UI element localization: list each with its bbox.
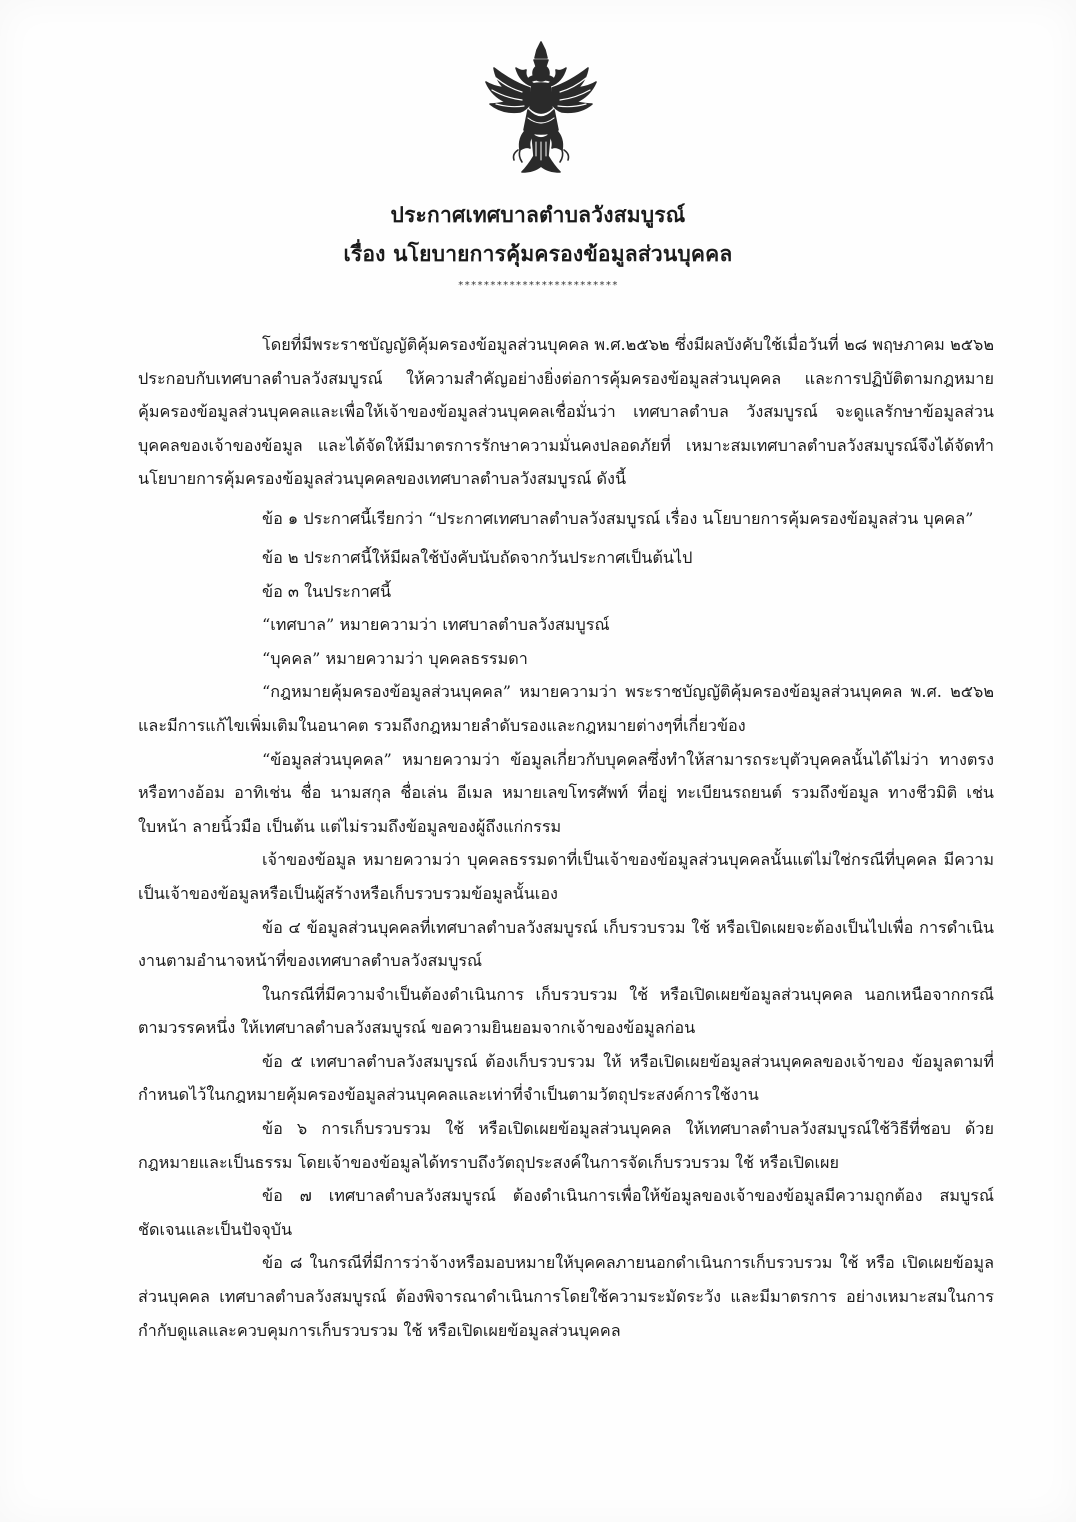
clause-2: ข้อ ๒ ประกาศนี้ให้มีผลใช้บังคับนับถัดจากวันประกาศเป็นต้นไป bbox=[262, 547, 693, 567]
announcement-subject-text: เรื่อง นโยบายการคุ้มครองข้อมูลส่วนบุคคล bbox=[343, 241, 733, 266]
clause-1: ข้อ ๑ ประกาศนี้เรียกว่า “ประกาศเทศบาลตำบลวังสมบูรณ์ เรื่อง นโยบายการคุ้มครองข้อมูลส่วน บุคคล” bbox=[262, 508, 974, 528]
announcement-subject bbox=[0, 238, 1076, 271]
clause-7: ข้อ ๗ เทศบาลตำบลวังสมบูรณ์ ต้องดำเนินการเพื่อให้ข้อมูลของเจ้าของข้อมูลมีความถูกต้อง สมบูรณ์ ชัดเจนและเป็นปัจจุบัน bbox=[138, 1186, 994, 1239]
definition-personal-data: “ข้อมูลส่วนบุคคล” หมายความว่า ข้อมูลเกี่ยวกับบุคคลซึ่งทำให้สามารถระบุตัวบุคคลนั้นได้ไม่ว่า ทางตรงหรือทางอ้อม อาทิเช่น ชื่อ นามสกุล ชื่อเล่น อีเมล หมายเลขโทรศัพท์ ที่อยู่ ทะเบียนรถยนต์ รวมถึงข้อมูล ทางชีวมิติ เช่น ใบหน้า ลายนิ้วมือ เป็นต้น แต่ไม่รวมถึงข้อมูลของผู้ถึงแก่กรรม bbox=[138, 749, 994, 836]
title-separator: ************************* bbox=[457, 280, 619, 291]
intro-paragraph: โดยที่มีพระราชบัญญัติคุ้มครองข้อมูลส่วนบุคคล พ.ศ.๒๕๖๒ ซึ่งมีผลบังคับใช้เมื่อวันที่ ๒๘ พฤษภาคม ๒๕๖๒ ประกอบกับเทศบาลตำบลวังสมบูรณ์ ให้ความสำคัญอย่างยิ่งต่อการคุ้มครองข้อมูลส่วนบุคคล และการปฏิบัติตามกฎหมายคุ้มครองข้อมูลส่วนบุคคลและเพื่อให้เจ้าของข้อมูลส่วนบุคคลเชื่อมั่นว่า เทศบาลตำบล วังสมบูรณ์ จะดูแลรักษาข้อมูลส่วนบุคคลของเจ้าของข้อมูล และได้จัดให้มีมาตรการรักษาความมั่นคงปลอดภัยที่ เหมาะสมเทศบาลตำบลวังสมบูรณ์จึงได้จัดทำนโยบายการคุ้มครองข้อมูลส่วนบุคคลของเทศบาลตำบลวังสมบูรณ์ ดังนี้ bbox=[138, 335, 994, 489]
clause-4: ข้อ ๔ ข้อมูลส่วนบุคคลที่เทศบาลตำบลวังสมบูรณ์ เก็บรวบรวม ใช้ หรือเปิดเผยจะต้องเป็นไปเพื่อ การดำเนินงานตามอำนาจหน้าที่ของเทศบาลตำบลวังสมบูรณ์ bbox=[138, 917, 994, 971]
clause-8: ข้อ ๘ ในกรณีที่มีการว่าจ้างหรือมอบหมายให้บุคคลภายนอกดำเนินการเก็บรวบรวม ใช้ หรือ เปิดเผยข้อมูลส่วนบุคคล เทศบาลตำบลวังสมบูรณ์ ต้องพิจารณาดำเนินการโดยใช้ความระมัดระวัง และมีมาตรการ อย่างเหมาะสมในการกำกับดูแลและควบคุมการเก็บรวบรวม ใช้ หรือเปิดเผยข้อมูลส่วนบุคคล bbox=[138, 1253, 994, 1340]
garuda-emblem-icon bbox=[482, 38, 600, 180]
document-body bbox=[138, 328, 994, 1347]
clause-3: ข้อ ๓ ในประกาศนี้ bbox=[262, 581, 392, 601]
definition-person: “บุคคล” หมายความว่า บุคคลธรรมดา bbox=[262, 648, 528, 668]
announcement-title bbox=[0, 199, 1076, 232]
definition-law: “กฎหมายคุ้มครองข้อมูลส่วนบุคคล” หมายความว่า พระราชบัญญัติคุ้มครองข้อมูลส่วนบุคคล พ.ศ. ๒๕๖๒ และมีการแก้ไขเพิ่มเติมในอนาคต รวมถึงกฎหมายลำดับรองและกฎหมายต่างๆที่เกี่ยวข้อง bbox=[138, 682, 994, 735]
definition-municipality: “เทศบาล” หมายความว่า เทศบาลตำบลวังสมบูรณ์ bbox=[262, 615, 610, 635]
announcement-title-text: ประกาศเทศบาลตำบลวังสมบูรณ์ bbox=[390, 202, 686, 227]
clause-5: ข้อ ๕ เทศบาลตำบลวังสมบูรณ์ ต้องเก็บรวบรวม ให้ หรือเปิดเผยข้อมูลส่วนบุคคลของเจ้าของ ข้อมูลตามที่กำหนดไว้ในกฎหมายคุ้มครองข้อมูลส่วนบุคคลและเท่าที่จำเป็นตามวัตถุประสงค์การใช้งาน bbox=[138, 1051, 994, 1105]
clause-6: ข้อ ๖ การเก็บรวบรวม ใช้ หรือเปิดเผยข้อมูลส่วนบุคคล ให้เทศบาลตำบลวังสมบูรณ์ใช้วิธีที่ชอบ ด้วยกฎหมายและเป็นธรรม โดยเจ้าของข้อมูลได้ทราบถึงวัตถุประสงค์ในการจัดเก็บรวบรวม ใช้ หรือเปิดเผย bbox=[138, 1119, 994, 1172]
clause-4-paragraph-2: ในกรณีที่มีความจำเป็นต้องดำเนินการ เก็บรวบรวม ใช้ หรือเปิดเผยข้อมูลส่วนบุคคล นอกเหนือจากกรณีตามวรรคหนึ่ง ให้เทศบาลตำบลวังสมบูรณ์ ขอความยินยอมจากเจ้าของข้อมูลก่อน bbox=[138, 984, 994, 1038]
definition-data-owner: เจ้าของข้อมูล หมายความว่า บุคคลธรรมดาที่เป็นเจ้าของข้อมูลส่วนบุคคลนั้นแต่ไม่ใช่กรณีที่บุคคล มีความเป็นเจ้าของข้อมูลหรือเป็นผู้สร้างหรือเก็บรวบรวมข้อมูลนั้นเอง bbox=[138, 850, 994, 903]
